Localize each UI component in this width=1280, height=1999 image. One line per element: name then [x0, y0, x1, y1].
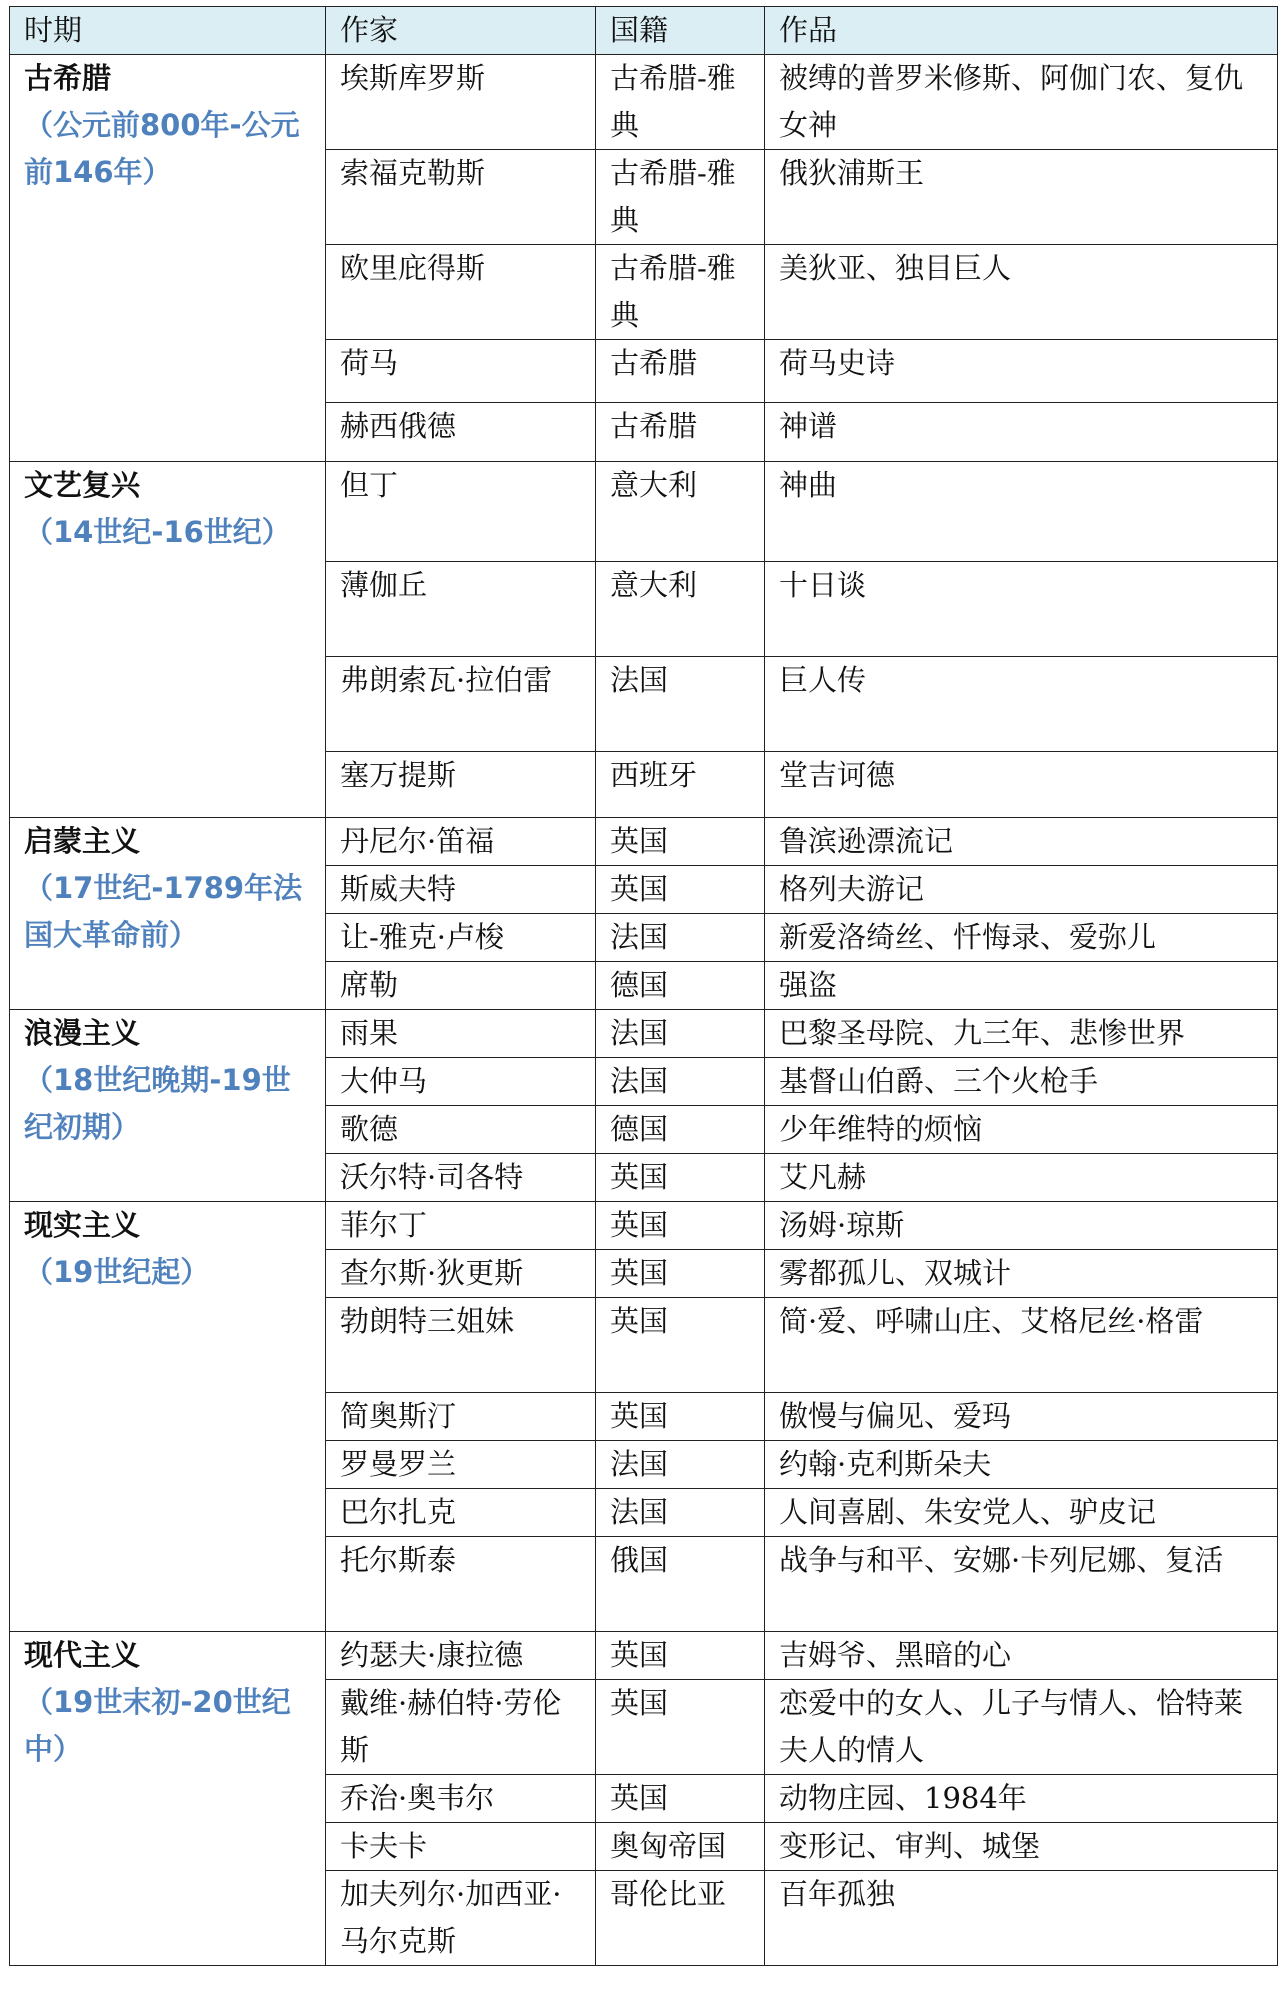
works-cell: 变形记、审判、城堡 [765, 1823, 1278, 1871]
author-cell: 罗曼罗兰 [326, 1441, 596, 1489]
nationality-cell: 法国 [596, 1489, 765, 1537]
nationality-cell: 德国 [596, 962, 765, 1010]
period-cell [10, 1010, 326, 1202]
works-cell: 战争与和平、安娜·卡列尼娜、复活 [765, 1537, 1278, 1632]
period-cell [10, 55, 326, 462]
nationality-cell: 法国 [596, 1441, 765, 1489]
works-cell: 傲慢与偏见、爱玛 [765, 1393, 1278, 1441]
author-cell: 托尔斯泰 [326, 1537, 596, 1632]
author-cell: 卡夫卡 [326, 1823, 596, 1871]
nationality-cell: 英国 [596, 1632, 765, 1680]
nationality-cell: 意大利 [596, 462, 765, 562]
author-cell: 埃斯库罗斯 [326, 55, 596, 150]
works-cell: 神谱 [765, 403, 1278, 462]
author-cell: 席勒 [326, 962, 596, 1010]
nationality-cell: 英国 [596, 1298, 765, 1393]
nationality-cell: 奥匈帝国 [596, 1823, 765, 1871]
period-range: （19世末初-20世纪中） [24, 1685, 291, 1766]
works-cell: 神曲 [765, 462, 1278, 562]
period-name: 文艺复兴 [24, 468, 141, 502]
works-cell: 美狄亚、独目巨人 [765, 245, 1278, 340]
nationality-cell: 古希腊 [596, 403, 765, 462]
author-cell: 戴维·赫伯特·劳伦斯 [326, 1680, 596, 1775]
period-cell [10, 1632, 326, 1966]
nationality-cell: 英国 [596, 1250, 765, 1298]
author-cell: 但丁 [326, 462, 596, 562]
author-cell: 索福克勒斯 [326, 150, 596, 245]
works-cell: 约翰·克利斯朵夫 [765, 1441, 1278, 1489]
works-cell: 巴黎圣母院、九三年、悲惨世界 [765, 1010, 1278, 1058]
nationality-cell: 古希腊 [596, 340, 765, 403]
works-cell: 少年维特的烦恼 [765, 1106, 1278, 1154]
literature-table [9, 6, 1278, 1966]
nationality-cell: 意大利 [596, 562, 765, 657]
author-cell: 赫西俄德 [326, 403, 596, 462]
table-row [10, 818, 1278, 866]
period-range: （18世纪晚期-19世纪初期） [24, 1063, 291, 1144]
nationality-cell: 法国 [596, 657, 765, 752]
works-cell: 俄狄浦斯王 [765, 150, 1278, 245]
period-range: （19世纪起） [24, 1255, 210, 1289]
works-cell: 雾都孤儿、双城计 [765, 1250, 1278, 1298]
nationality-cell: 法国 [596, 1010, 765, 1058]
nationality-cell: 哥伦比亚 [596, 1871, 765, 1966]
period-name: 古希腊 [24, 61, 112, 95]
nationality-cell: 古希腊-雅典 [596, 55, 765, 150]
nationality-cell: 古希腊-雅典 [596, 150, 765, 245]
author-cell: 加夫列尔·加西亚·马尔克斯 [326, 1871, 596, 1966]
period-range: （17世纪-1789年法国大革命前） [24, 871, 303, 952]
header-author: 作家 [326, 7, 596, 55]
nationality-cell: 俄国 [596, 1537, 765, 1632]
author-cell: 约瑟夫·康拉德 [326, 1632, 596, 1680]
author-cell: 简奥斯汀 [326, 1393, 596, 1441]
period-range: （公元前800年-公元前146年） [24, 108, 300, 189]
works-cell: 恋爱中的女人、儿子与情人、恰特莱夫人的情人 [765, 1680, 1278, 1775]
nationality-cell: 英国 [596, 866, 765, 914]
author-cell: 大仲马 [326, 1058, 596, 1106]
works-cell: 荷马史诗 [765, 340, 1278, 403]
table-row [10, 55, 1278, 150]
nationality-cell: 英国 [596, 1154, 765, 1202]
nationality-cell: 英国 [596, 818, 765, 866]
author-cell: 弗朗索瓦·拉伯雷 [326, 657, 596, 752]
author-cell: 塞万提斯 [326, 752, 596, 818]
works-cell: 被缚的普罗米修斯、阿伽门农、复仇女神 [765, 55, 1278, 150]
author-cell: 查尔斯·狄更斯 [326, 1250, 596, 1298]
works-cell: 简·爱、呼啸山庄、艾格尼丝·格雷 [765, 1298, 1278, 1393]
author-cell: 让-雅克·卢梭 [326, 914, 596, 962]
period-cell [10, 462, 326, 818]
header-nationality: 国籍 [596, 7, 765, 55]
works-cell: 格列夫游记 [765, 866, 1278, 914]
period-name: 浪漫主义 [24, 1016, 141, 1050]
nationality-cell: 英国 [596, 1680, 765, 1775]
works-cell: 基督山伯爵、三个火枪手 [765, 1058, 1278, 1106]
nationality-cell: 西班牙 [596, 752, 765, 818]
author-cell: 乔治·奥韦尔 [326, 1775, 596, 1823]
table-row [10, 462, 1278, 562]
author-cell: 勃朗特三姐妹 [326, 1298, 596, 1393]
nationality-cell: 德国 [596, 1106, 765, 1154]
nationality-cell: 英国 [596, 1775, 765, 1823]
nationality-cell: 法国 [596, 1058, 765, 1106]
author-cell: 荷马 [326, 340, 596, 403]
works-cell: 强盗 [765, 962, 1278, 1010]
table-row [10, 1202, 1278, 1250]
author-cell: 斯威夫特 [326, 866, 596, 914]
author-cell: 菲尔丁 [326, 1202, 596, 1250]
nationality-cell: 古希腊-雅典 [596, 245, 765, 340]
period-range: （14世纪-16世纪） [24, 515, 291, 549]
works-cell: 堂吉诃德 [765, 752, 1278, 818]
author-cell: 丹尼尔·笛福 [326, 818, 596, 866]
author-cell: 雨果 [326, 1010, 596, 1058]
works-cell: 人间喜剧、朱安党人、驴皮记 [765, 1489, 1278, 1537]
period-cell [10, 818, 326, 1010]
author-cell: 欧里庇得斯 [326, 245, 596, 340]
works-cell: 百年孤独 [765, 1871, 1278, 1966]
works-cell: 动物庄园、1984年 [765, 1775, 1278, 1823]
author-cell: 薄伽丘 [326, 562, 596, 657]
author-cell: 歌德 [326, 1106, 596, 1154]
table-row [10, 1632, 1278, 1680]
author-cell: 沃尔特·司各特 [326, 1154, 596, 1202]
period-name: 启蒙主义 [24, 824, 141, 858]
table-body [10, 55, 1278, 1966]
nationality-cell: 英国 [596, 1202, 765, 1250]
nationality-cell: 英国 [596, 1393, 765, 1441]
works-cell: 艾凡赫 [765, 1154, 1278, 1202]
works-cell: 吉姆爷、黑暗的心 [765, 1632, 1278, 1680]
period-name: 现实主义 [24, 1208, 141, 1242]
header-row [10, 7, 1278, 55]
header-period: 时期 [10, 7, 326, 55]
works-cell: 鲁滨逊漂流记 [765, 818, 1278, 866]
nationality-cell: 法国 [596, 914, 765, 962]
header-works: 作品 [765, 7, 1278, 55]
period-name: 现代主义 [24, 1638, 141, 1672]
works-cell: 十日谈 [765, 562, 1278, 657]
table-row [10, 1010, 1278, 1058]
works-cell: 汤姆·琼斯 [765, 1202, 1278, 1250]
author-cell: 巴尔扎克 [326, 1489, 596, 1537]
works-cell: 新爱洛绮丝、忏悔录、爱弥儿 [765, 914, 1278, 962]
works-cell: 巨人传 [765, 657, 1278, 752]
period-cell [10, 1202, 326, 1632]
